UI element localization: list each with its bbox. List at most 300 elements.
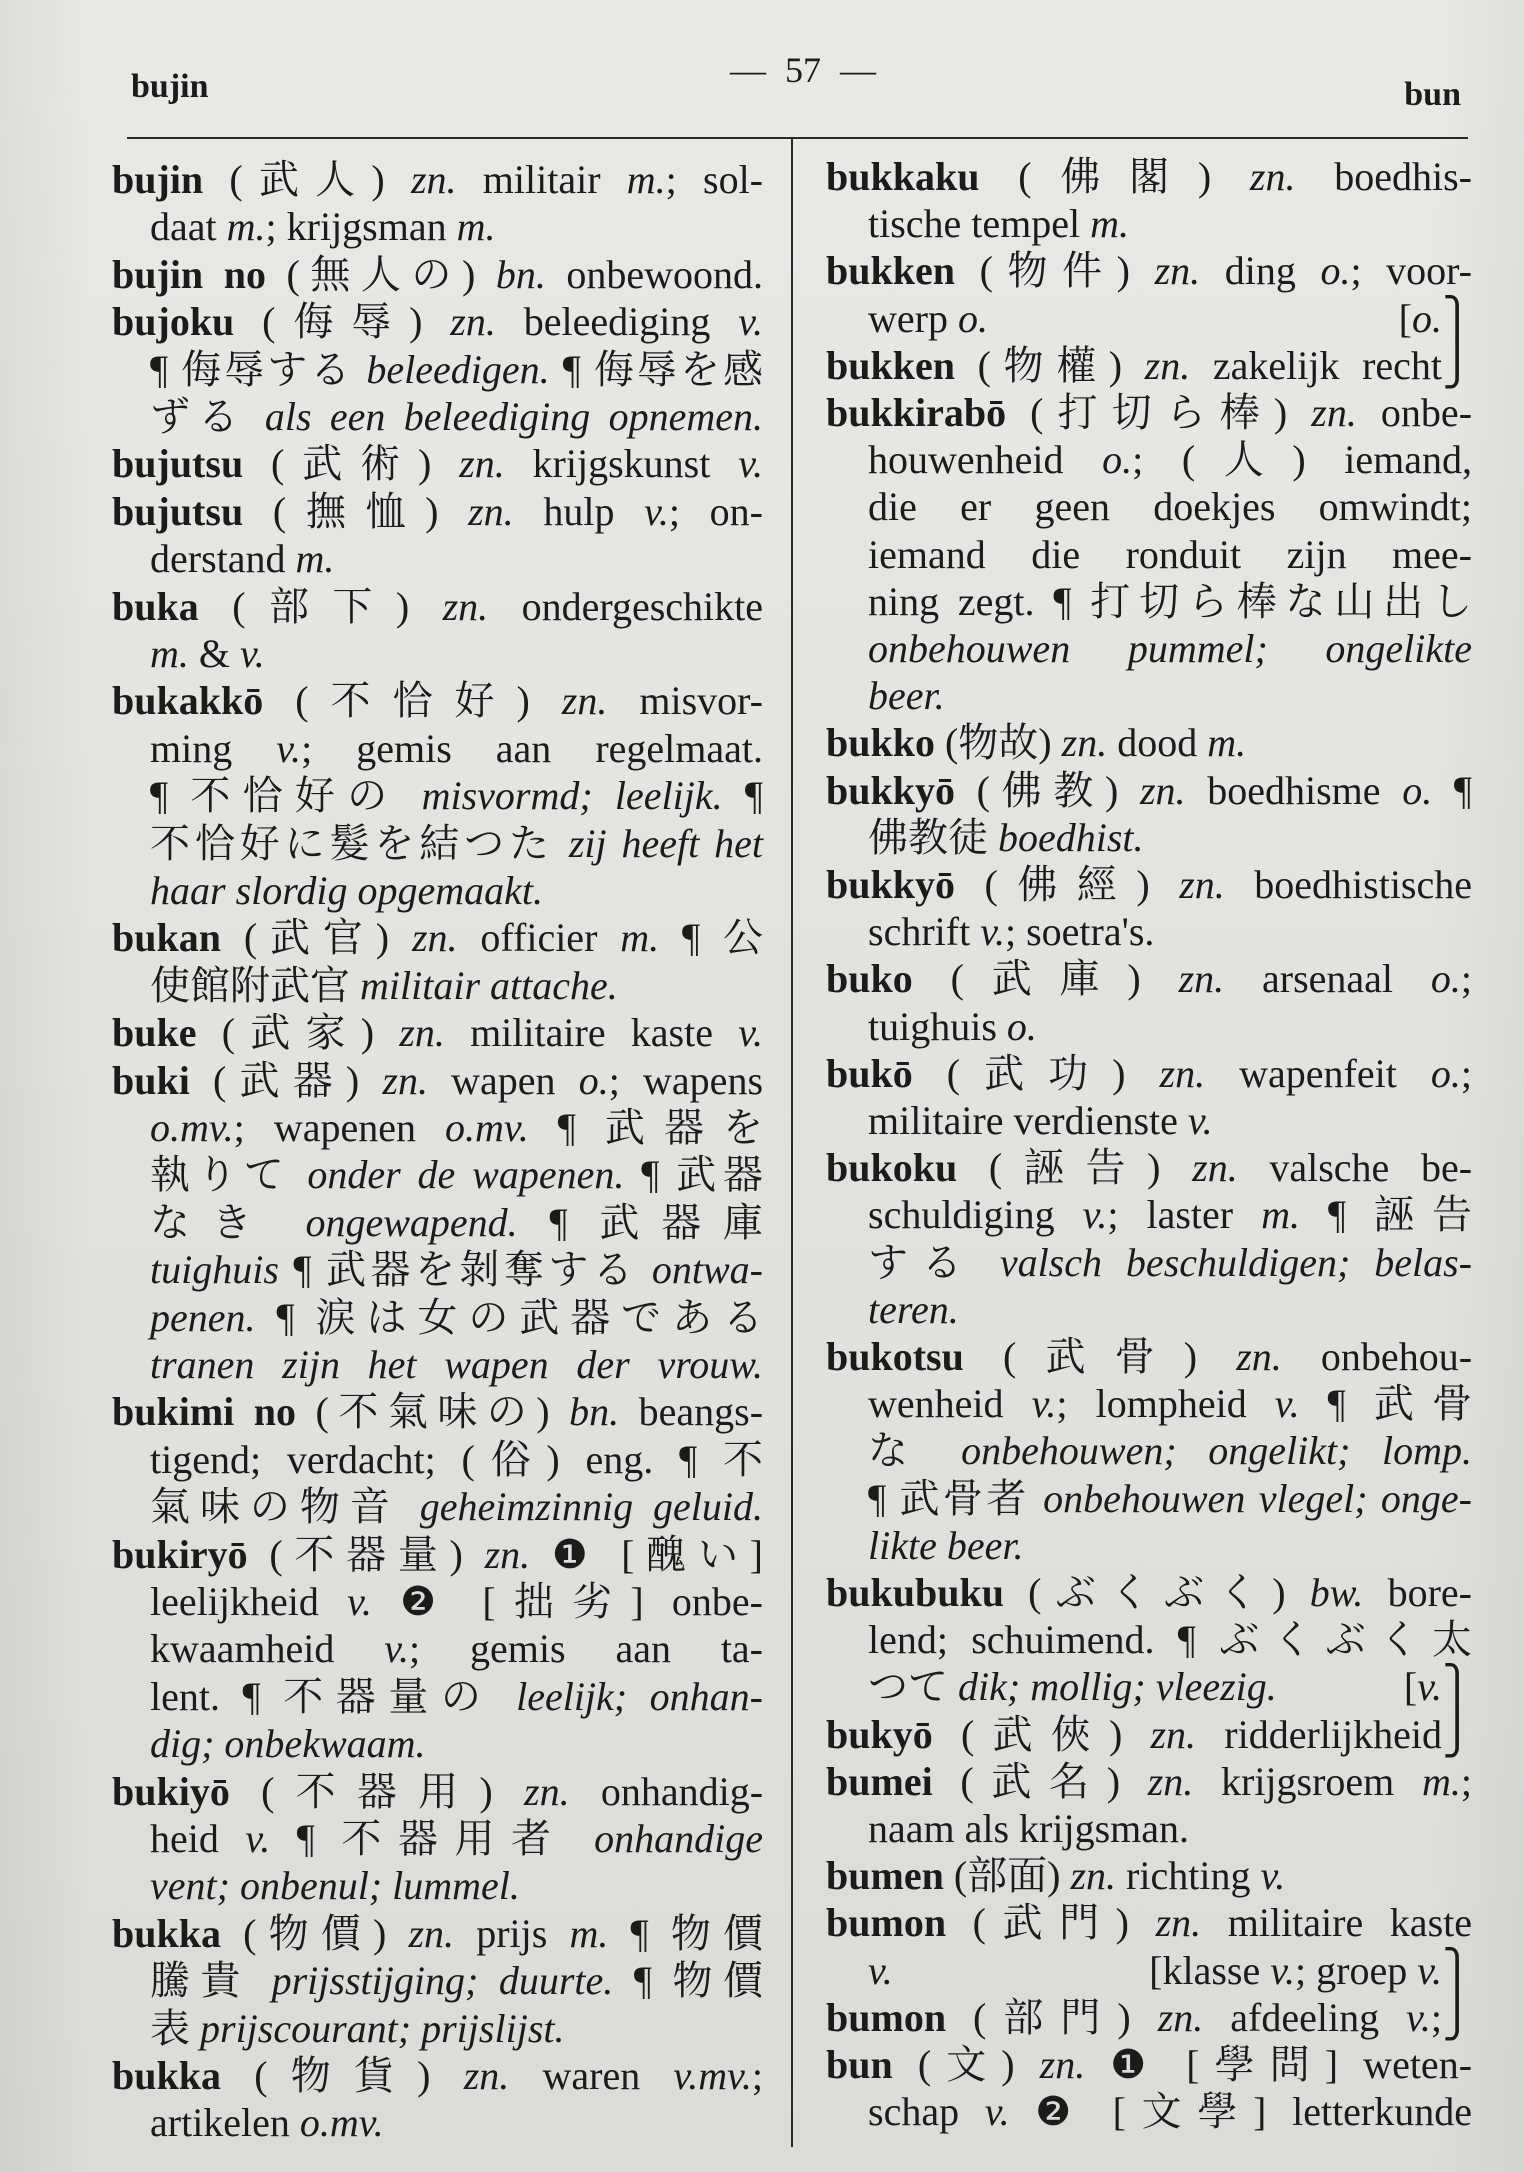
entry-continuation-line: [150, 962, 763, 1009]
text-run: arsenaal: [1224, 956, 1431, 1002]
entry-head-line: [826, 955, 1472, 1002]
italic-run: m.: [1261, 1192, 1300, 1238]
italic-run: tranen zijn het wapen der vrouw.: [150, 1342, 763, 1387]
text-run: lent. ¶ 不器量の: [150, 1673, 517, 1719]
text-run: [: [1398, 295, 1412, 341]
headword: bukotsu: [826, 1334, 964, 1379]
italic-run: v.: [1031, 1381, 1057, 1427]
headword: bukkyō: [826, 767, 955, 813]
text-run: onbewoond.: [545, 251, 764, 297]
italic-run: zn.: [1061, 720, 1108, 766]
italic-run: boedhist.: [998, 814, 1144, 860]
text-run: officier: [457, 915, 621, 961]
text-run: (不器量): [247, 1531, 485, 1577]
entry-head-line: [826, 1569, 1472, 1616]
headword: buka: [112, 583, 199, 629]
text-run: (不恰好): [263, 678, 562, 724]
text-run: ¶ 物價: [613, 1958, 764, 2004]
text-run: ずる: [150, 394, 265, 439]
entry-continuation-line: [868, 1380, 1472, 1427]
text-run: wapen: [427, 1057, 579, 1103]
italic-run: v.: [384, 1626, 410, 1672]
entry-continuation-line: [868, 1286, 1472, 1333]
entry-continuation-line: [150, 772, 763, 819]
italic-run: v.: [1274, 1381, 1300, 1427]
text-run: lend; schuimend. ¶ ぶくぶく太: [868, 1617, 1472, 1663]
italic-run: onder de wapenen.: [307, 1152, 625, 1198]
entry-continuation-line: [868, 1663, 1472, 1710]
italic-run: haar slordig opgemaakt.: [150, 868, 543, 913]
italic-run: v.: [738, 1010, 764, 1056]
italic-run: zn.: [411, 915, 458, 961]
italic-run: zn.: [524, 1768, 570, 1814]
italic-run: leelijk; onhan-: [516, 1673, 763, 1719]
text-run: (物貨): [220, 2053, 464, 2098]
text-run: ; gemis aan regelmaat.: [301, 725, 763, 771]
text-run: ; gemis aan ta-: [409, 1626, 764, 1672]
italic-run: zn.: [1070, 1853, 1117, 1899]
italic-run: v.: [1082, 1192, 1108, 1238]
italic-run: o.mv.: [150, 1105, 234, 1150]
text-run: wenheid: [868, 1381, 1032, 1427]
bracket-continuation: [1404, 1663, 1472, 1710]
italic-run: m.: [1421, 1758, 1461, 1804]
text-run: ; voor-: [1350, 248, 1472, 294]
text-run: iemand die ronduit zijn mee-: [868, 531, 1472, 577]
entry-continuation-line: [150, 2005, 763, 2052]
text-run: (部下): [198, 583, 443, 629]
entry-continuation-line: [150, 725, 763, 772]
entry-continuation-line: [868, 814, 1472, 861]
text-run: (物權): [954, 342, 1145, 388]
text-run: militaire kaste: [1201, 1900, 1472, 1946]
entry-continuation-line: [150, 203, 763, 250]
text-run: boedhisme: [1185, 767, 1403, 813]
text-run: ; groep: [1295, 1947, 1418, 1993]
text-run: valsche be-: [1237, 1145, 1473, 1191]
italic-run: teren.: [868, 1286, 959, 1332]
text-run: onhandig-: [569, 1768, 764, 1814]
text-run: die er geen doekjes omwindt;: [868, 484, 1472, 530]
headword: bumei: [826, 1758, 933, 1804]
entry-continuation-line: [150, 1151, 763, 1198]
headword: buki: [112, 1057, 190, 1103]
headword: bujin no: [112, 251, 266, 297]
running-head-right: bun: [1404, 76, 1461, 113]
headword: bumon: [826, 1994, 947, 2040]
entry-head-line: [826, 247, 1472, 294]
text-run: tuighuis: [868, 1003, 1007, 1049]
entry-continuation-line: [150, 1815, 763, 1862]
text-run: ¶: [1432, 767, 1472, 813]
italic-run: o.: [1006, 1003, 1037, 1049]
italic-run: m.: [1207, 720, 1247, 766]
italic-run: onhandige: [594, 1816, 764, 1861]
italic-run: v.: [738, 299, 764, 345]
entry-continuation-line: [150, 2099, 763, 2146]
right-column: [792, 0, 1524, 2172]
text-run: ❷ [文學] letterkunde: [1009, 2089, 1473, 2135]
text-run: (武器): [189, 1057, 383, 1103]
text-run: ¶ 侮辱する: [150, 346, 367, 392]
entry-head-line: [112, 1531, 763, 1578]
text-run: onbehou-: [1281, 1334, 1473, 1379]
entry-head-line: [826, 1050, 1472, 1097]
headword: buko: [826, 956, 913, 1002]
italic-run: zn.: [442, 583, 489, 629]
text-run: (武功): [912, 1050, 1160, 1096]
italic-run: zn.: [459, 441, 505, 487]
italic-run: m.: [226, 204, 266, 250]
text-run: (物價): [220, 1910, 409, 1956]
text-run: ¶ 公: [659, 915, 764, 961]
text-run: prijs: [454, 1910, 570, 1956]
italic-run: m.: [569, 1910, 609, 1956]
text-run: daat: [150, 204, 227, 250]
text-run: leelijkheid: [150, 1579, 348, 1624]
text-run: schrift: [868, 909, 981, 955]
text-run: ding: [1200, 248, 1321, 294]
text-run: (部面): [943, 1853, 1071, 1899]
text-run: ¶ 物價: [608, 1910, 763, 1956]
entry-head-line: [826, 1758, 1472, 1805]
italic-run: militair attache.: [360, 962, 618, 1008]
headword: bukimi no: [112, 1389, 297, 1435]
text-run: derstand: [150, 536, 296, 582]
italic-run: dig; onbekwaam.: [150, 1721, 426, 1767]
text-run: 騰貴: [150, 1958, 272, 2004]
text-run: artikelen: [150, 2100, 300, 2146]
headword: bukka: [112, 2053, 221, 2098]
entry-continuation-line: [150, 1957, 763, 2004]
entry-head-line: [826, 1333, 1472, 1380]
headword: bumen: [826, 1853, 944, 1899]
entry-head-line: [826, 1994, 1472, 2041]
headword: bukken: [826, 342, 955, 388]
text-run: wapenfeit: [1205, 1050, 1431, 1096]
headword: bujutsu: [112, 441, 244, 487]
italic-run: v.: [644, 488, 669, 534]
italic-run: o.: [1102, 437, 1133, 483]
entry-head-line: [826, 1144, 1472, 1191]
text-run: ; wapenen: [233, 1105, 446, 1150]
italic-run: zn.: [1179, 862, 1225, 907]
text-run: (打切ら棒): [1006, 390, 1312, 435]
italic-run: bn.: [569, 1389, 620, 1435]
headword: bumon: [826, 1900, 947, 1946]
text-run: kwaamheid: [150, 1626, 385, 1672]
bracket-continuation: [1149, 1947, 1472, 1994]
text-run: tigend; verdacht; (俗) eng. ¶ 不: [150, 1436, 763, 1482]
text-run: ¶ 不器用者: [270, 1816, 595, 1861]
text-run: (武術): [243, 441, 460, 487]
italic-run: ongewapend.: [305, 1199, 518, 1245]
text-run: (不氣味の): [296, 1389, 570, 1435]
text-run: ; sol-: [665, 157, 763, 202]
italic-run: v.: [868, 1947, 893, 1993]
entry-head-line: [112, 1768, 763, 1815]
text-run: onbe-: [1356, 390, 1473, 435]
italic-run: zn.: [1311, 390, 1357, 435]
italic-run: onbehouwen; ongelikt; lomp.: [961, 1428, 1472, 1474]
text-run: ;: [751, 2053, 763, 2098]
entry-continuation-line: [868, 2088, 1472, 2135]
headword: bujutsu: [112, 488, 244, 534]
italic-run: v.mv.: [673, 2053, 752, 2098]
entry-head-line: [112, 488, 763, 535]
entry-continuation-line: [150, 1862, 763, 1909]
text-run: する: [868, 1239, 1000, 1285]
text-run: ; soetra's.: [1004, 909, 1155, 955]
italic-run: o.: [578, 1057, 609, 1103]
italic-run: als een beleediging opnemen.: [264, 394, 763, 439]
text-run: bore-: [1363, 1570, 1472, 1615]
entry-head-line: [112, 298, 763, 345]
text-run: &: [188, 631, 241, 676]
text-run: ;⎭: [1430, 1994, 1473, 2040]
text-run: ; lompheid: [1056, 1381, 1275, 1427]
italic-run: o.: [1320, 248, 1351, 294]
headword: bukyō: [826, 1711, 933, 1757]
entry-head-line: [826, 1899, 1472, 1946]
entry-head-line: [826, 153, 1472, 200]
text-run: krijgsroem: [1193, 1758, 1422, 1804]
headword: bukken: [826, 248, 955, 294]
entry-head-line: [112, 156, 763, 203]
italic-run: v.: [245, 1816, 271, 1861]
entry-continuation-line: [868, 625, 1472, 672]
italic-run: zn.: [1155, 1900, 1202, 1946]
italic-run: m.: [1090, 201, 1130, 247]
italic-run: bn.: [495, 251, 546, 297]
italic-run: zn.: [1039, 2042, 1086, 2087]
headword: bujin: [112, 157, 204, 202]
headword: bujoku: [112, 299, 235, 345]
italic-run: likte beer.: [868, 1522, 1024, 1568]
text-run: tische tempel: [868, 201, 1091, 247]
text-run: werp: [868, 295, 958, 341]
text-run: boedhis-: [1295, 154, 1472, 199]
text-run: ;: [1460, 1758, 1472, 1804]
entry-head-line: [826, 719, 1472, 766]
entry-continuation-line: [150, 867, 763, 914]
italic-run: zn.: [561, 678, 608, 724]
italic-run: misvormd; leelijk.: [421, 773, 723, 819]
italic-run: o.: [957, 295, 988, 341]
text-run: houwenheid: [868, 437, 1103, 483]
italic-run: o.: [1430, 956, 1461, 1002]
italic-run: o.: [1402, 767, 1433, 813]
text-run: (武庫): [912, 956, 1179, 1002]
entry-continuation-line: [868, 483, 1472, 530]
entry-continuation-line: [150, 1720, 763, 1767]
entry-head-line: [826, 389, 1472, 436]
italic-run: zn.: [410, 157, 457, 202]
text-run: ;: [1460, 1050, 1473, 1096]
text-run: beangs-: [619, 1389, 764, 1435]
italic-run: zn.: [1154, 248, 1201, 294]
italic-run: v.: [276, 725, 302, 771]
italic-run: vent; onbenul; lummel.: [150, 1863, 520, 1909]
italic-run: tuighuis: [150, 1247, 279, 1293]
italic-run: zn.: [468, 488, 514, 534]
text-run: つて: [868, 1664, 958, 1710]
text-run: 氣味の物音: [150, 1484, 420, 1530]
text-run: ning zegt. ¶ 打切ら棒な山出し: [868, 578, 1472, 624]
italic-run: zn.: [399, 1010, 445, 1056]
text-run: なき: [150, 1199, 306, 1245]
text-run: ⎫: [1442, 295, 1472, 341]
entry-continuation-line: [150, 393, 763, 440]
italic-run: onbehouwen vlegel; onge-: [1043, 1475, 1472, 1521]
italic-run: beleedigen.: [366, 346, 550, 392]
italic-run: ontwa-: [651, 1247, 763, 1293]
italic-run: zn.: [408, 1910, 455, 1956]
entry-continuation-line: [868, 531, 1472, 578]
italic-run: o.mv.: [299, 2100, 384, 2146]
headword: bukoku: [826, 1145, 958, 1191]
italic-run: zn.: [1249, 154, 1296, 199]
italic-run: o.mv.: [445, 1105, 529, 1150]
italic-run: zn.: [1150, 1711, 1197, 1757]
italic-run: v.: [984, 2089, 1010, 2135]
text-run: ;: [1460, 956, 1473, 1002]
italic-run: v.: [240, 631, 265, 676]
entry-head-line: [112, 1057, 763, 1104]
text-run: beleediging: [495, 299, 739, 345]
text-run: (佛閣): [979, 154, 1250, 199]
entry-continuation-line: [150, 346, 763, 393]
italic-run: v.: [738, 441, 764, 487]
italic-run: v.: [1260, 1853, 1286, 1899]
entry-continuation-line: [868, 1616, 1472, 1663]
text-run: (誣告): [957, 1145, 1193, 1191]
entry-head-line: [826, 342, 1472, 389]
italic-run: zn.: [463, 2053, 510, 2098]
text-run: misvor-: [607, 678, 763, 724]
text-run: militaire verdienste: [868, 1098, 1188, 1143]
headword: bukan: [112, 915, 221, 961]
headword: bukō: [826, 1050, 913, 1096]
entry-continuation-line: [150, 1199, 763, 1246]
italic-run: o.: [1430, 1050, 1461, 1096]
entry-continuation-line: [868, 1475, 1472, 1522]
entry-continuation-line: [150, 1246, 763, 1293]
italic-run: v.: [1417, 1664, 1442, 1710]
headword: bukakkō: [112, 678, 264, 724]
entry-continuation-line: [868, 1427, 1472, 1474]
entry-head-line: [112, 583, 763, 630]
italic-run: m.: [620, 915, 660, 961]
italic-run: zn.: [1178, 956, 1225, 1002]
headword: bukkaku: [826, 154, 980, 199]
text-run: ¶ 武器を剝奪する: [278, 1247, 652, 1293]
headword: bukkyō: [826, 862, 955, 907]
entry-continuation-line: [150, 1294, 763, 1341]
text-run: ; (人) iemand,: [1132, 437, 1472, 483]
italic-run: m.: [150, 631, 189, 676]
text-run: afdeeling: [1203, 1994, 1407, 2040]
entry-continuation-line: [868, 1239, 1472, 1286]
bracket-continuation: [1399, 295, 1472, 342]
entry-head-line: [112, 914, 763, 961]
entry-head-line: [112, 1388, 763, 1435]
text-run: ⎫: [1442, 1947, 1472, 1993]
headword: bukubuku: [826, 1570, 1004, 1615]
text-run: ming: [150, 725, 277, 771]
text-run: schuldiging: [868, 1192, 1083, 1238]
text-run: ¶ 武器庫: [517, 1199, 763, 1245]
text-run: 使館附武官: [150, 962, 360, 1008]
text-run: ¶ 侮辱を感: [549, 346, 764, 392]
italic-run: v.: [1187, 1098, 1213, 1143]
italic-run: m.: [295, 536, 335, 582]
entry-continuation-line: [150, 1578, 763, 1625]
text-run: (武名): [932, 1758, 1148, 1804]
headword: buke: [112, 1010, 197, 1056]
entry-continuation-line: [150, 1625, 763, 1672]
text-run: (武骨): [963, 1334, 1237, 1379]
text-run: ¶ 涙は女の武器である: [255, 1294, 763, 1340]
entry-continuation-line: [868, 1805, 1472, 1852]
text-run: (武俠): [932, 1711, 1151, 1757]
italic-run: prijsstijging; duurte.: [271, 1958, 614, 2004]
entry-head-line: [826, 1852, 1472, 1899]
text-run: 佛教徒: [868, 814, 998, 860]
entry-continuation-line: [150, 820, 763, 867]
entry-continuation-line: [868, 1522, 1472, 1569]
entry-continuation-line: [868, 1947, 1472, 1994]
text-run: (ぶくぶく): [1003, 1570, 1310, 1615]
text-run: ¶ 武器を: [528, 1105, 764, 1150]
text-run: schap: [868, 2089, 985, 2135]
text-run: naam als krijgsman.: [868, 1806, 1190, 1851]
italic-run: valsch beschuldigen; belas-: [999, 1239, 1472, 1285]
italic-run: bw.: [1309, 1570, 1364, 1615]
italic-run: zn.: [484, 1531, 531, 1577]
italic-run: zn.: [1192, 1145, 1238, 1191]
italic-run: onbehouwen pummel; ongelikte: [868, 626, 1472, 671]
entry-continuation-line: [868, 908, 1472, 955]
headword: bukkirabō: [826, 390, 1007, 435]
headword: bukiryō: [112, 1531, 248, 1577]
entry-continuation-line: [150, 1341, 763, 1388]
text-run: 表: [150, 2005, 200, 2051]
entry-continuation-line: [868, 1191, 1472, 1238]
entry-head-line: [112, 677, 763, 724]
entry-continuation-line: [150, 630, 763, 677]
text-run: (物故): [934, 720, 1062, 766]
italic-run: zij heeft het: [568, 820, 763, 866]
text-run: ❷ [拙劣] onbe-: [371, 1579, 764, 1624]
running-head-left: bujin: [131, 68, 209, 105]
italic-run: o.: [1412, 295, 1442, 341]
text-run: ¶ 武器: [624, 1152, 764, 1198]
entry-head-line: [826, 1711, 1472, 1758]
text-run: (武門): [946, 1900, 1156, 1946]
text-run: ❶ [醜い]: [530, 1531, 764, 1577]
text-run: 執りて: [150, 1152, 308, 1198]
text-run: militaire kaste: [444, 1010, 739, 1056]
text-run: (武官): [220, 915, 412, 961]
entry-continuation-line: [150, 1104, 763, 1151]
text-run: militair: [456, 157, 627, 202]
entry-continuation-line: [868, 200, 1472, 247]
text-run: (撫恤): [243, 488, 469, 534]
italic-run: zn.: [1236, 1334, 1282, 1379]
headword: bukko: [826, 720, 935, 766]
text-run: ; on-: [668, 488, 763, 534]
